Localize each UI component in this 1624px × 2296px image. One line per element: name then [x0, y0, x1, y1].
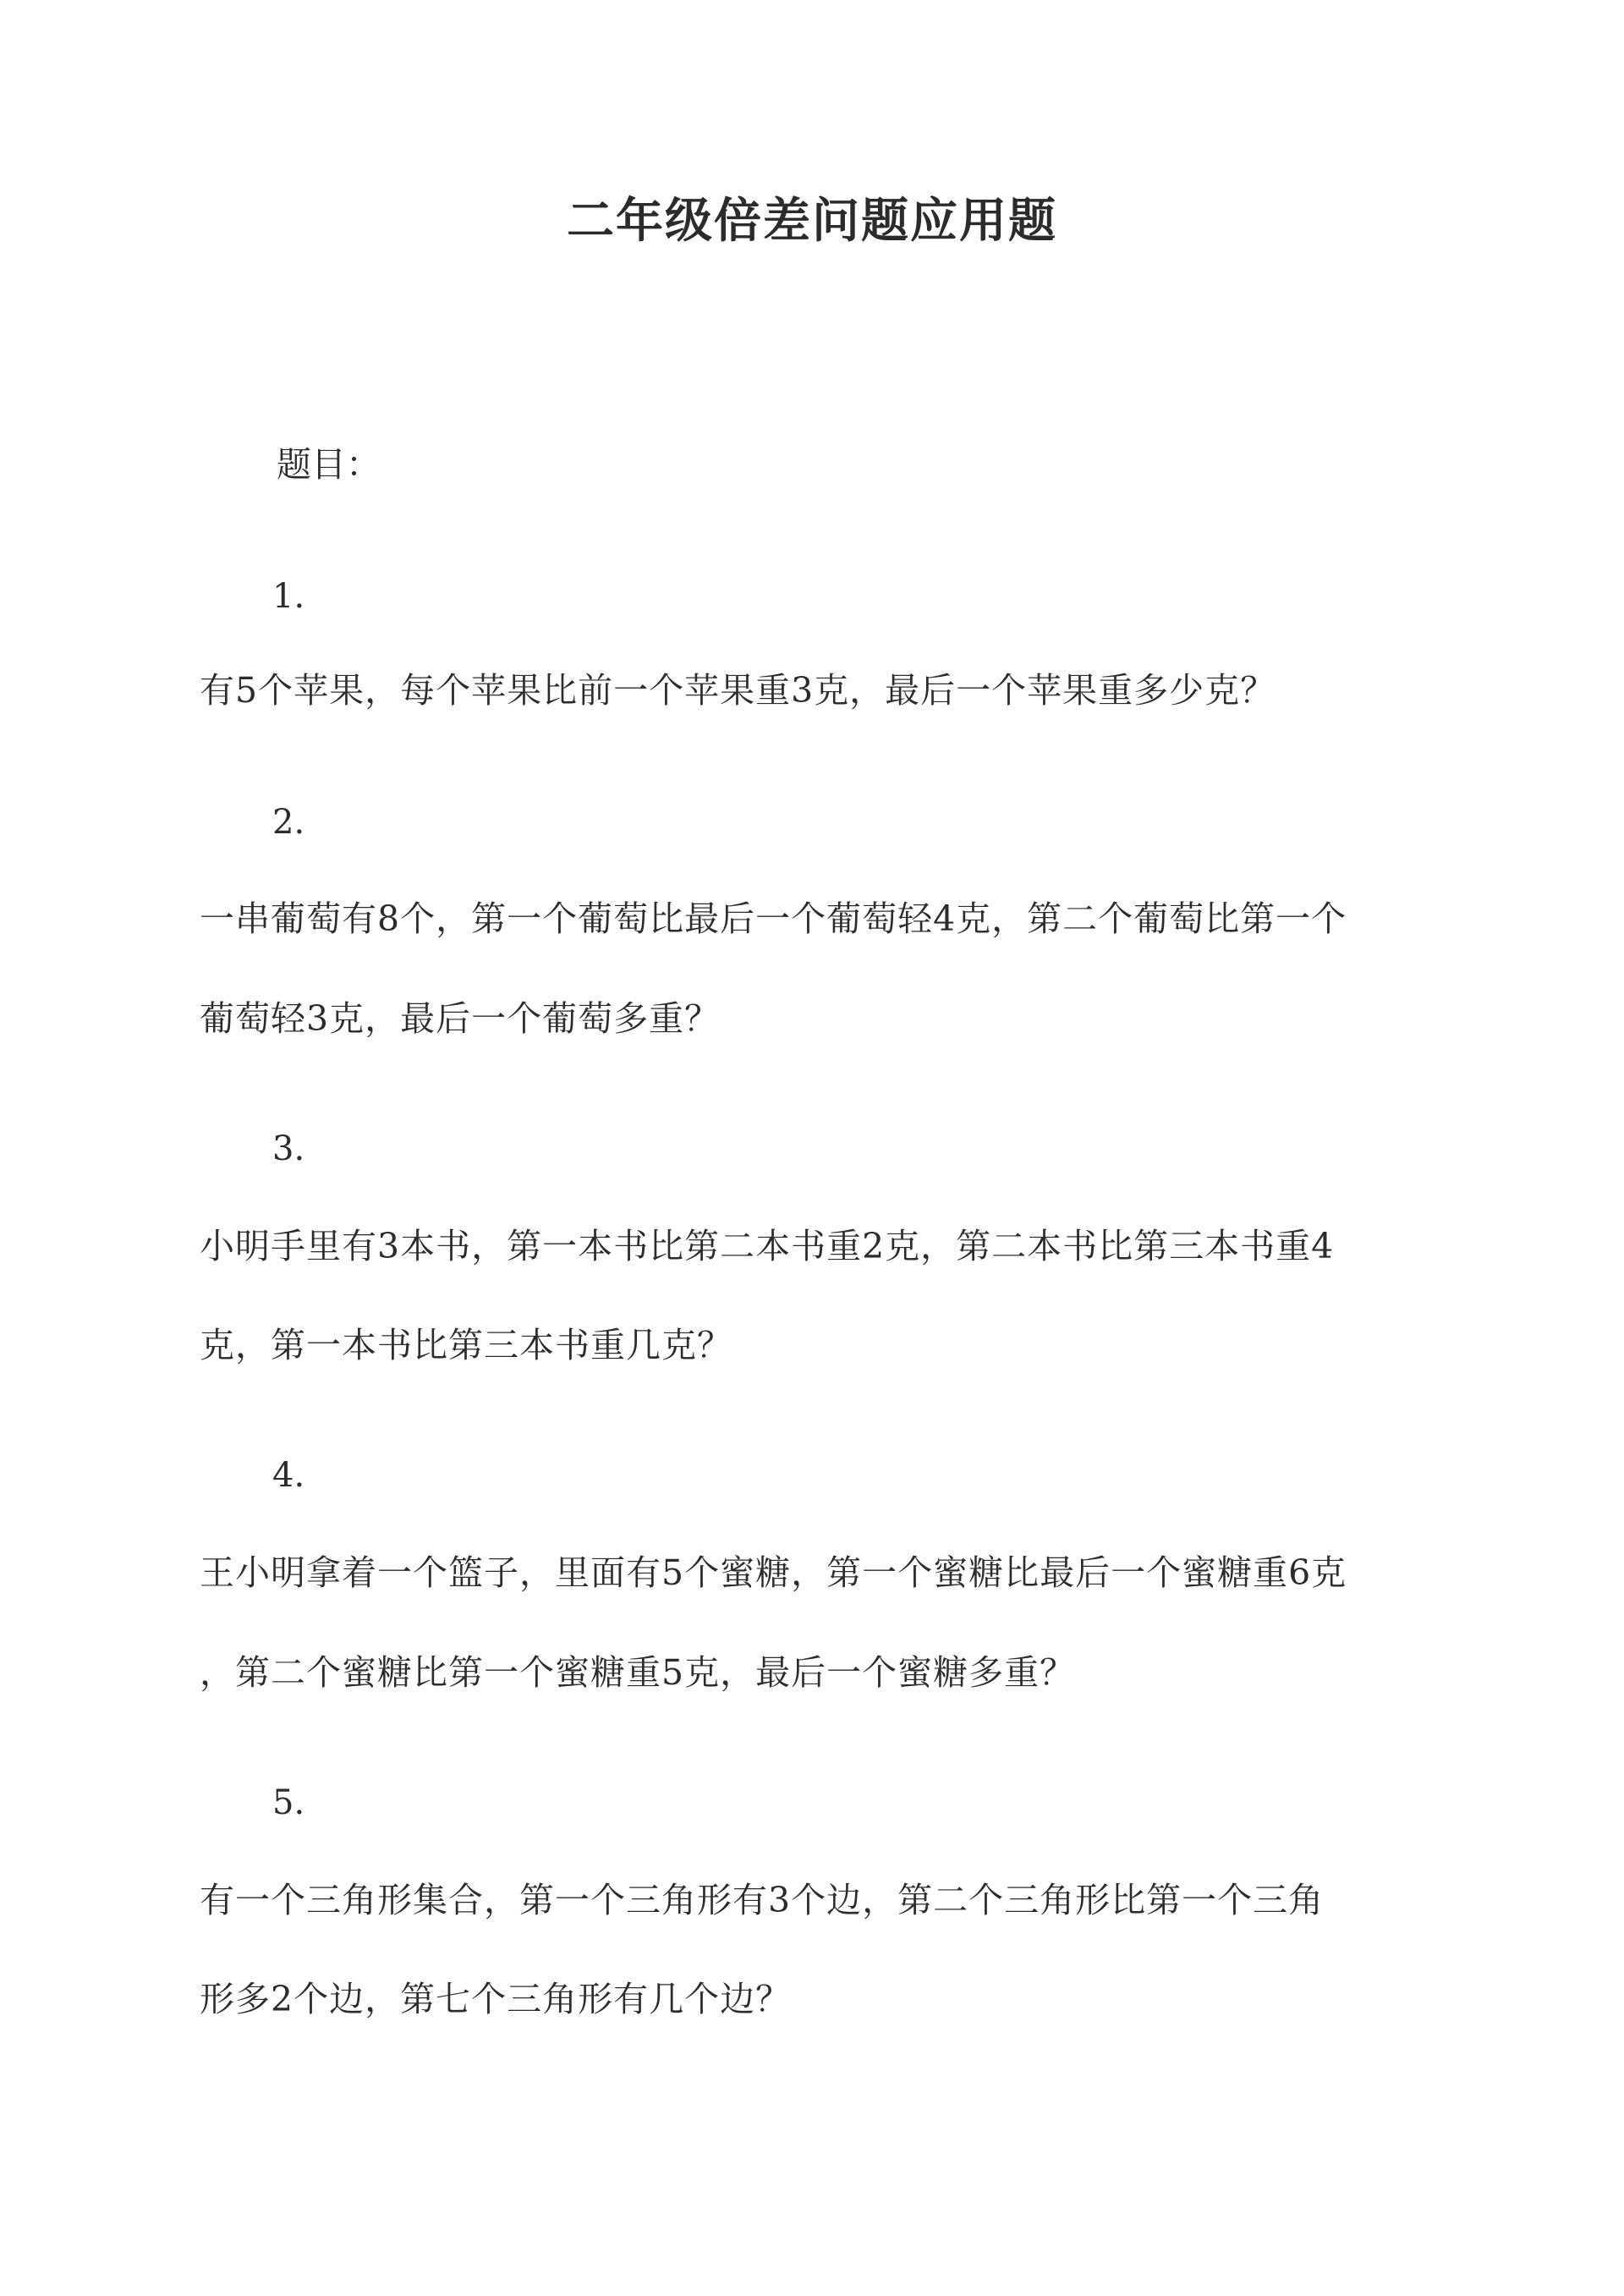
question-2-line-1: 一串葡萄有8个，第一个葡萄比最后一个葡萄轻4克，第二个葡萄比第一个: [200, 898, 1347, 939]
question-3-line-2: 克，第一本书比第三本书重几克？: [200, 1325, 732, 1365]
question-3-number: 3.: [272, 1129, 305, 1168]
question-1-number: 1.: [272, 577, 305, 616]
question-3-line-1: 小明手里有3本书，第一本书比第二本书重2克，第二本书比第三本书重4: [200, 1226, 1335, 1266]
question-4-line-1: 王小明拿着一个篮子，里面有5个蜜糖，第一个蜜糖比最后一个蜜糖重6克: [200, 1552, 1347, 1593]
question-5-number: 5.: [272, 1783, 305, 1822]
question-5-line-1: 有一个三角形集合，第一个三角形有3个边，第二个三角形比第一个三角: [200, 1880, 1325, 1920]
question-5-line-2: 形多2个边，第七个三角形有几个边？: [200, 1979, 792, 2019]
question-4-line-2: ，第二个蜜糖比第一个蜜糖重5克，最后一个蜜糖多重？: [200, 1652, 1076, 1693]
question-2-number: 2.: [272, 803, 305, 842]
question-2-line-2: 葡萄轻3克，最后一个葡萄多重？: [200, 998, 721, 1039]
document-title: 二年级倍差问题应用题: [567, 193, 1057, 249]
section-label: 题目：: [277, 444, 381, 485]
question-1-line-1: 有5个苹果，每个苹果比前一个苹果重3克，最后一个苹果重多少克？: [200, 670, 1276, 711]
question-4-number: 4.: [272, 1456, 305, 1495]
